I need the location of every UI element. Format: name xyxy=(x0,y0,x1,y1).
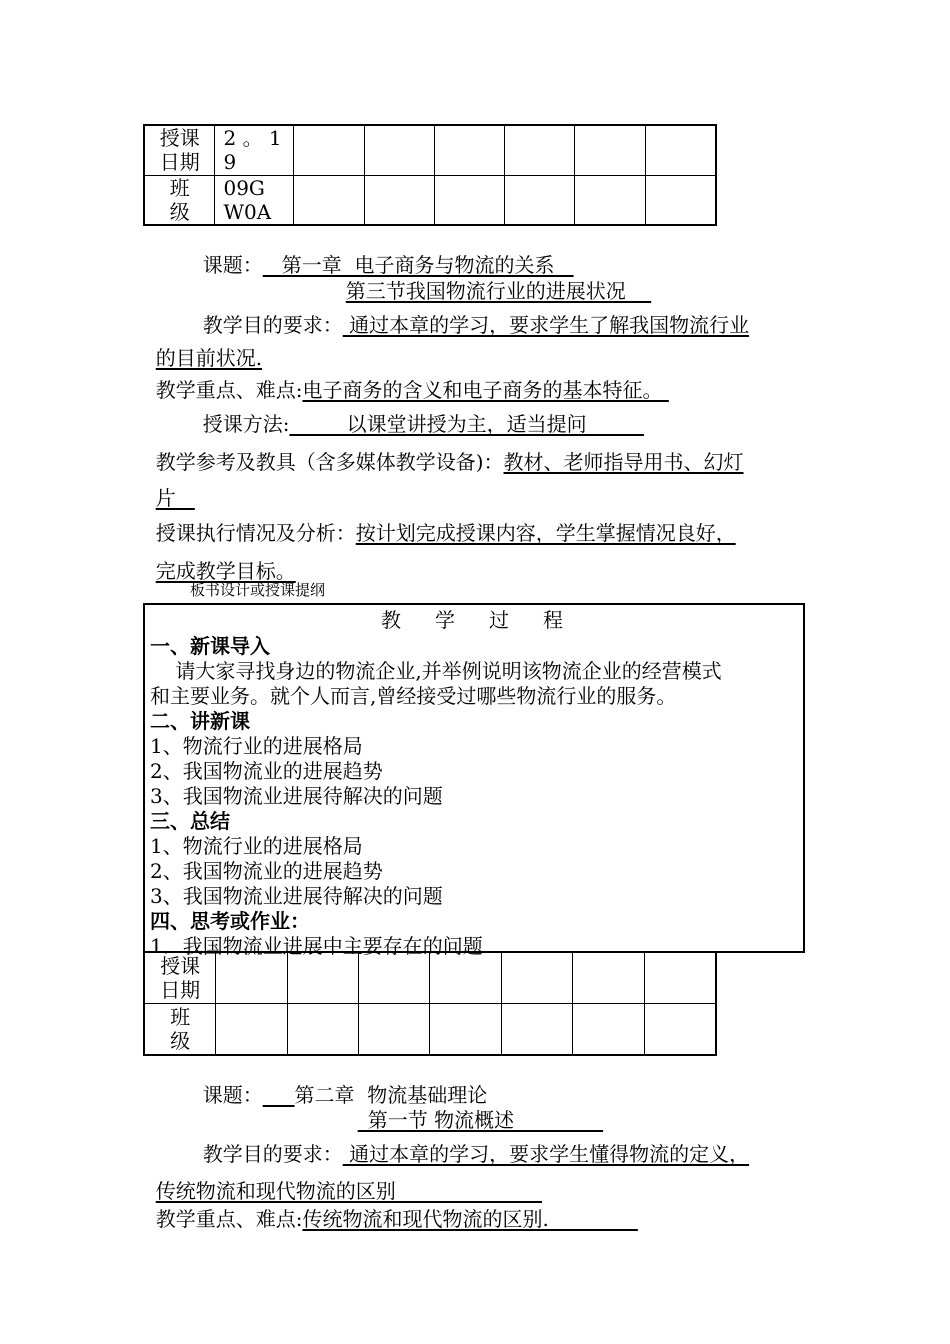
goal-label: 教学目的要求： xyxy=(202,1142,343,1166)
list-item: 3、我国物流业进展待解决的问题 xyxy=(150,784,443,808)
date-label-cell xyxy=(144,953,216,1003)
list-item: 1．我国物流业进展中主要存在的问题 xyxy=(150,934,483,958)
reference-label: 教学参考及教具（含多媒体教学设备)： xyxy=(155,450,504,474)
cell-text: W0A xyxy=(223,199,272,224)
goal-label: 教学目的要求： xyxy=(202,313,343,337)
section-text: 第三节我国物流行业的进展状况 xyxy=(345,279,652,303)
keypoints-line-2 xyxy=(143,1183,638,1231)
list-item: 2、我国物流业的进展趋势 xyxy=(150,859,383,883)
empty-cell xyxy=(216,953,287,1003)
table-row xyxy=(144,1003,716,1055)
class-value-cell xyxy=(215,175,294,225)
empty-cell xyxy=(294,175,364,225)
empty-cell xyxy=(644,953,716,1003)
empty-cell xyxy=(430,1003,501,1055)
empty-cell xyxy=(575,125,645,175)
goal-line xyxy=(190,289,749,337)
empty-cell xyxy=(505,125,575,175)
section-heading: 一、新课导入 xyxy=(150,634,270,658)
section-heading: 二、讲新课 xyxy=(150,709,250,733)
goal-text-2: 的目前状况. xyxy=(155,346,263,370)
goal-text: 通过本章的学习，要求学生懂得物流的定义， xyxy=(342,1142,750,1166)
empty-cell xyxy=(573,953,644,1003)
schedule-table-1 xyxy=(143,124,717,226)
board-label: 板书设计或授课提纲 xyxy=(190,581,326,599)
section-heading: 三、总结 xyxy=(150,809,230,833)
table-row xyxy=(144,125,716,175)
cell-text: 日期 xyxy=(159,150,200,175)
cell-text: 09G xyxy=(223,175,265,200)
intro-text: 和主要业务。就个人而言,曾经接受过哪些物流行业的服务。 xyxy=(150,684,677,708)
execution-text: 按计划完成授课内容，学生掌握情况良好， xyxy=(355,521,736,545)
intro-text: 请大家寻找身边的物流企业,并举例说明该物流企业的经营模式 xyxy=(150,659,722,683)
execution-text-2: 完成教学目标。 xyxy=(155,559,296,583)
empty-cell xyxy=(430,953,501,1003)
execution-line-2 xyxy=(143,535,296,583)
execution-label: 授课执行情况及分析： xyxy=(155,521,356,545)
empty-cell xyxy=(434,125,504,175)
empty-cell xyxy=(575,175,645,225)
empty-cell xyxy=(645,175,716,225)
empty-cell xyxy=(287,1003,358,1055)
cell-text: 级 xyxy=(169,199,190,224)
table-row xyxy=(144,953,716,1003)
keypoints-label: 教学重点、难点: xyxy=(155,378,303,402)
empty-cell xyxy=(505,175,575,225)
list-item: 3、我国物流业进展待解决的问题 xyxy=(150,884,443,908)
topic-label: 课题： xyxy=(202,1083,263,1107)
goal-text: 通过本章的学习，要求学生了解我国物流行业 xyxy=(342,313,750,337)
empty-cell xyxy=(645,125,716,175)
empty-cell xyxy=(294,125,364,175)
reference-line xyxy=(143,426,744,474)
section-heading: 四、思考或作业： xyxy=(150,909,310,933)
date-value-cell xyxy=(215,125,294,175)
cell-text: 2 。 1 xyxy=(223,126,282,151)
empty-cell xyxy=(216,1003,287,1055)
teaching-process-box xyxy=(143,603,805,958)
keypoints-text: 传统物流和现代物流的区别. xyxy=(302,1207,638,1231)
cell-text: 授课 xyxy=(160,953,201,978)
list-item: 1、物流行业的进展格局 xyxy=(150,834,363,858)
list-item: 2、我国物流业的进展趋势 xyxy=(150,759,383,783)
empty-cell xyxy=(501,953,572,1003)
method-text: 以课堂讲授为主，适当提问 xyxy=(289,412,644,436)
cell-text: 9 xyxy=(223,150,237,175)
table-row xyxy=(144,175,716,225)
section-text: _第一节 物流概述 xyxy=(357,1108,604,1132)
cell-text: 授课 xyxy=(159,126,200,151)
empty-cell xyxy=(364,175,434,225)
reference-text-2: 片 xyxy=(155,486,195,510)
empty-cell xyxy=(359,1003,430,1055)
keypoints-label: 教学重点、难点: xyxy=(155,1207,303,1231)
class-label-cell xyxy=(144,1003,216,1055)
date-label-cell xyxy=(144,125,215,175)
class-label-cell xyxy=(144,175,215,225)
cell-text: 日期 xyxy=(160,977,201,1002)
cell-text: 班 xyxy=(170,1004,191,1029)
empty-cell xyxy=(287,953,358,1003)
goal-text-2: 传统物流和现代物流的区别 xyxy=(155,1179,542,1203)
method-label: 授课方法: xyxy=(202,412,290,436)
empty-cell xyxy=(644,1003,716,1055)
empty-cell xyxy=(364,125,434,175)
schedule-table-2 xyxy=(143,953,717,1056)
cell-text: 班 xyxy=(169,175,190,200)
topic-chapter: 第一章 电子商务与物流的关系 xyxy=(262,253,574,277)
empty-cell xyxy=(501,1003,572,1055)
topic-blank xyxy=(263,1083,295,1107)
empty-cell xyxy=(359,953,430,1003)
empty-cell xyxy=(573,1003,644,1055)
empty-cell xyxy=(434,175,504,225)
cell-text: 级 xyxy=(170,1028,191,1053)
topic-chapter: 第二章 物流基础理论 xyxy=(294,1083,488,1107)
keypoints-text: 电子商务的含义和电子商务的基本特征。 xyxy=(302,378,669,402)
topic-label: 课题： xyxy=(202,253,263,277)
reference-text: 教材、老师指导用书、幻灯 xyxy=(503,450,744,474)
list-item: 1、物流行业的进展格局 xyxy=(150,734,363,758)
process-title: 教学过程 xyxy=(381,608,597,632)
